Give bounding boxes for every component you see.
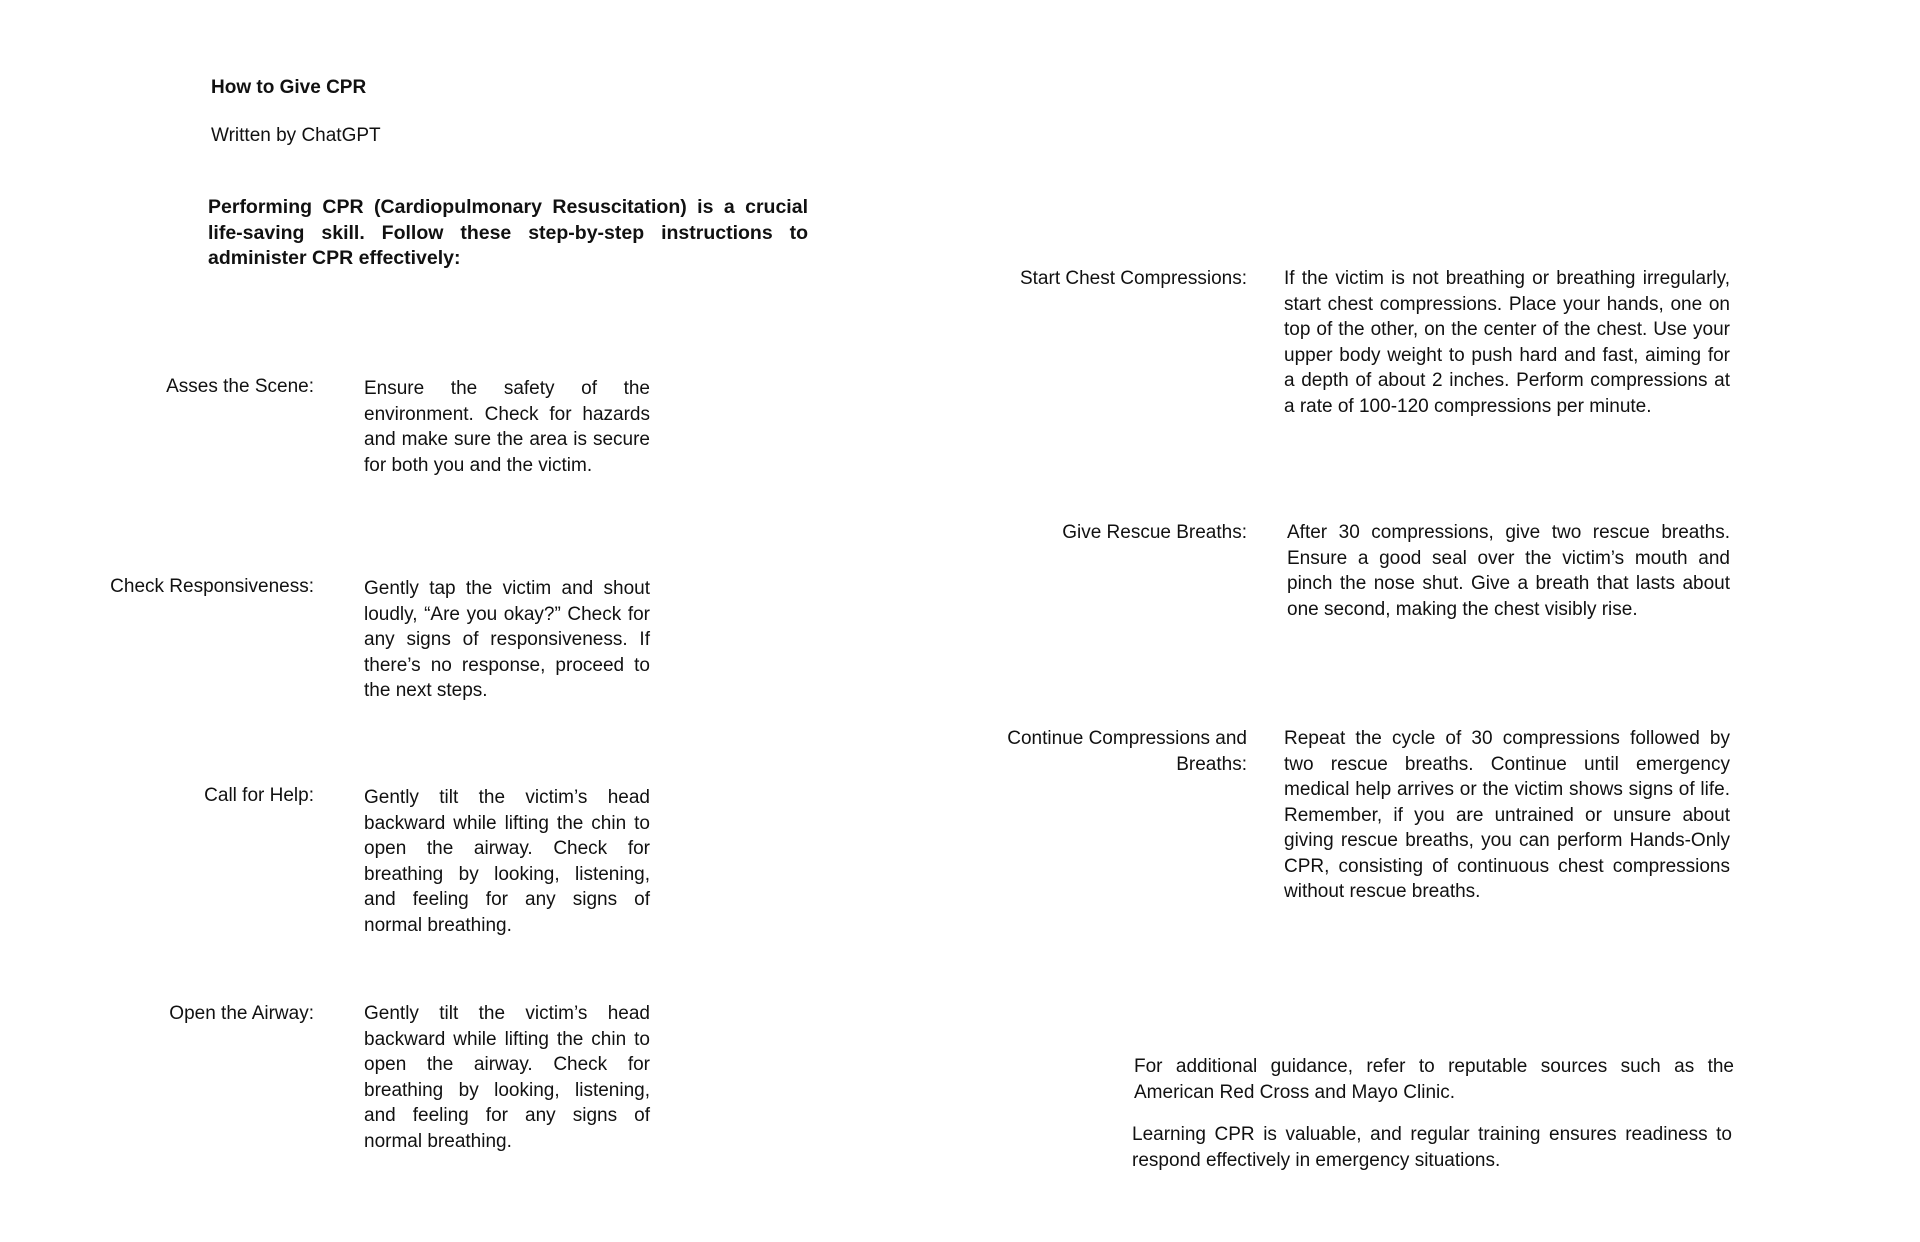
document-intro: Performing CPR (Cardiopulmonary Resuscitation) is a crucial life-saving skill. Follow these step-by-step instructions to administer CPR effectively: xyxy=(208,196,808,269)
step-text-assess-scene: Ensure the safety of the environment. Check for hazards and make sure the area is secure for both you and the victim. xyxy=(364,378,650,476)
step-text-check-responsiveness: Gently tap the victim and shout loudly, “Are you okay?” Check for any signs of responsiveness. If there’s no response, proceed to the next steps. xyxy=(364,578,650,701)
step-label-check-responsiveness: Check Responsiveness: xyxy=(110,576,314,597)
step-label-chest-compressions: Start Chest Compressions: xyxy=(1019,268,1247,289)
step-text-continue-cycle: Repeat the cycle of 30 compressions followed by two rescue breaths. Continue until emergency medical help arrives or the victim shows signs of life. Remember, if you are untrained or unsure about giving rescue breaths, you can perform Hands-Only CPR, consisting of continuous chest compressions without rescue breaths. xyxy=(1284,728,1730,902)
closing-guidance: For additional guidance, refer to reputable sources such as the American Red Cross and Mayo Clinic. xyxy=(1134,1056,1734,1103)
step-text-call-for-help: Gently tilt the victim’s head backward while lifting the chin to open the airway. Check for breathing by looking, listening, and feeling for any signs of normal breathing. xyxy=(364,787,650,936)
step-text-rescue-breaths: After 30 compressions, give two rescue breaths. Ensure a good seal over the victim’s mouth and pinch the nose shut. Give a breath that lasts about one second, making the chest visibly rise. xyxy=(1287,522,1730,620)
step-label-rescue-breaths: Give Rescue Breaths: xyxy=(1062,522,1247,543)
document-title: How to Give CPR xyxy=(211,77,367,98)
step-label-continue-cycle: Continue Compressions and Breaths: xyxy=(1007,728,1247,775)
step-text-chest-compressions: If the victim is not breathing or breathing irregularly, start chest compressions. Place your hands, one on top of the other, on the center of the chest. Use your upper body weight to push hard and fast, aiming for a depth of about 2 inches. Perform compressions at a rate of 100-120 compressions per minute. xyxy=(1284,268,1730,417)
step-label-assess-scene: Asses the Scene: xyxy=(166,376,314,397)
step-label-call-for-help: Call for Help: xyxy=(204,785,314,806)
closing-training: Learning CPR is valuable, and regular training ensures readiness to respond effectively in emergency situations. xyxy=(1132,1124,1732,1171)
step-label-open-airway: Open the Airway: xyxy=(169,1003,314,1024)
step-text-open-airway: Gently tilt the victim’s head backward while lifting the chin to open the airway. Check for breathing by looking, listening, and feeling for any signs of normal breathing. xyxy=(364,1003,650,1152)
document-author: Written by ChatGPT xyxy=(211,125,381,146)
